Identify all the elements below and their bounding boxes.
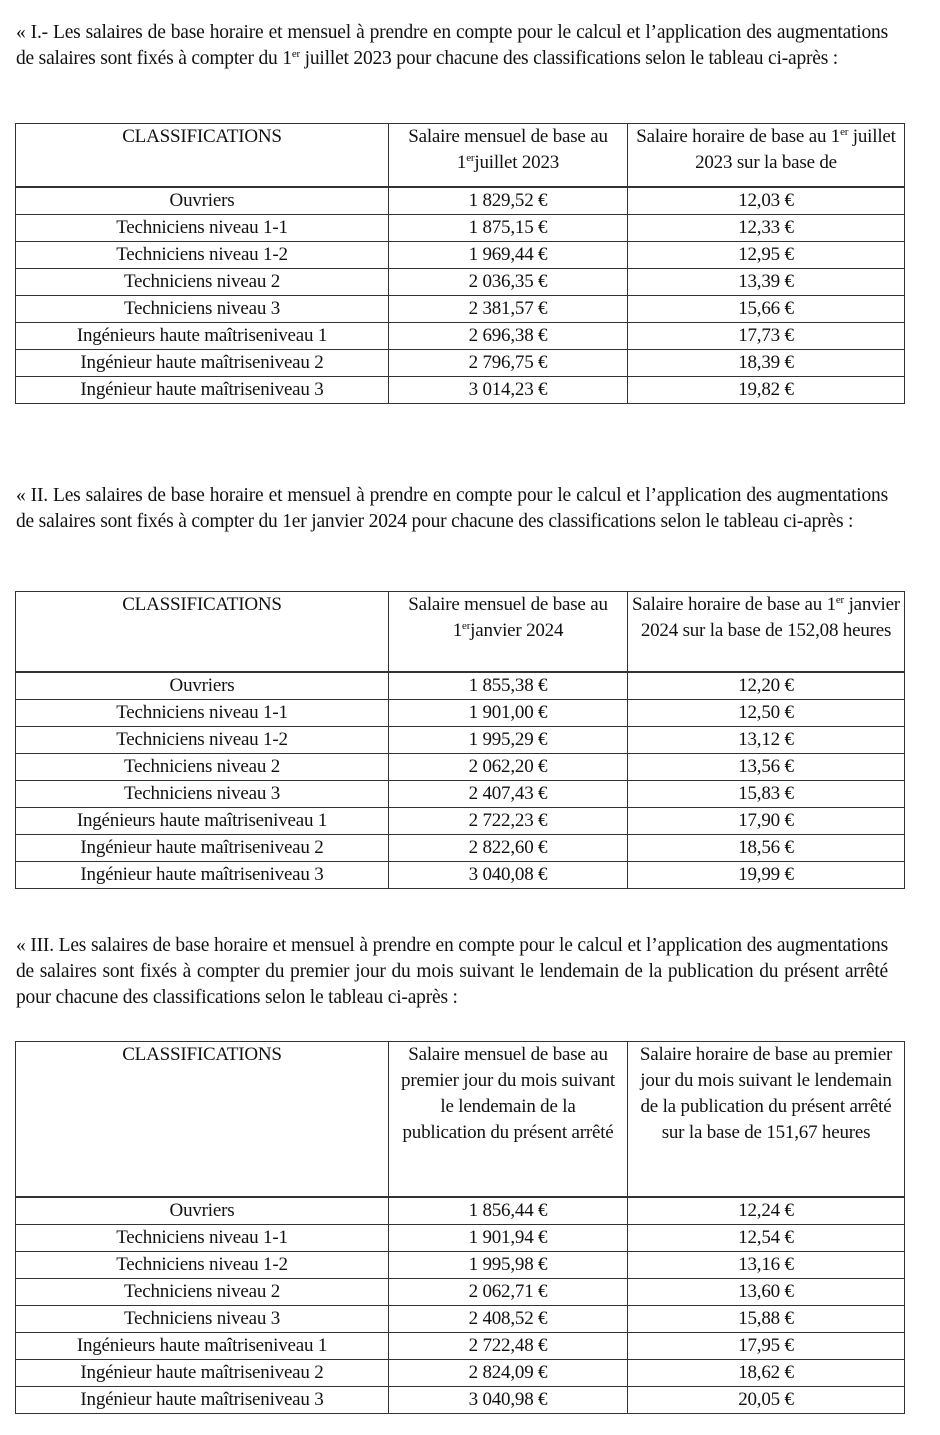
horaire-cell: 17,90 € [628, 807, 905, 834]
table-row [16, 1386, 905, 1413]
mensuel-cell: 1 969,44 € [389, 241, 628, 268]
classification-cell: Ingénieur haute maîtriseniveau 2 [16, 349, 389, 376]
classification-cell: Techniciens niveau 2 [16, 268, 389, 295]
header-salaire-mensuel [389, 1042, 628, 1197]
table-row [16, 807, 905, 834]
mensuel-cell: 1 856,44 € [389, 1197, 628, 1225]
header-text: Salaire horaire de base au 1 [636, 126, 841, 147]
classification-cell: Techniciens niveau 1-1 [16, 699, 389, 726]
header-salaire-horaire [628, 1042, 905, 1197]
classification-cell: Ingénieurs haute maîtriseniveau 1 [16, 1332, 389, 1359]
mensuel-cell: 1 901,94 € [389, 1224, 628, 1251]
header-text: janvier 2024 sur la base de 152,08 heures [640, 594, 900, 641]
classification-cell: Techniciens niveau 1-2 [16, 241, 389, 268]
mensuel-cell: 3 014,23 € [389, 376, 628, 403]
table-row [16, 295, 905, 322]
mensuel-cell: 2 822,60 € [389, 834, 628, 861]
classification-cell: Techniciens niveau 3 [16, 295, 389, 322]
table-row [16, 1305, 905, 1332]
mensuel-cell: 1 901,00 € [389, 699, 628, 726]
header-text: janvier 2024 [470, 620, 564, 641]
classification-cell: Techniciens niveau 3 [16, 780, 389, 807]
classification-cell: Techniciens niveau 1-1 [16, 214, 389, 241]
header-text: juillet 2023 [474, 152, 560, 173]
mensuel-cell: 2 407,43 € [389, 780, 628, 807]
mensuel-cell: 2 408,52 € [389, 1305, 628, 1332]
horaire-cell: 18,39 € [628, 349, 905, 376]
table-row [16, 672, 905, 700]
horaire-cell: 12,24 € [628, 1197, 905, 1225]
header-salaire-mensuel [389, 124, 628, 187]
salary-table-1 [15, 123, 905, 404]
table-row [16, 187, 905, 215]
classification-cell: Ingénieur haute maîtriseniveau 2 [16, 1359, 389, 1386]
horaire-cell: 15,83 € [628, 780, 905, 807]
table-row [16, 780, 905, 807]
table-row [16, 861, 905, 888]
classification-cell: Ouvriers [16, 672, 389, 700]
header-text: Salaire mensuel de base au premier jour du mois suivant le lendemain de la publication du présent arrêté [401, 1044, 615, 1143]
horaire-cell: 13,39 € [628, 268, 905, 295]
header-text: Salaire mensuel de base au 1 [408, 126, 608, 173]
classification-cell: Ingénieur haute maîtriseniveau 3 [16, 861, 389, 888]
horaire-cell: 15,66 € [628, 295, 905, 322]
table-row [16, 241, 905, 268]
table-row [16, 1251, 905, 1278]
table-row [16, 322, 905, 349]
header-text: juillet 2023 sur la base de [695, 126, 896, 173]
header-classifications: CLASSIFICATIONS [16, 124, 389, 187]
intro-text: juillet 2023 pour chacune des classifications selon le tableau ci-après : [299, 48, 839, 69]
classification-cell: Techniciens niveau 2 [16, 753, 389, 780]
table-row [16, 349, 905, 376]
mensuel-cell: 2 796,75 € [389, 349, 628, 376]
header-classifications: CLASSIFICATIONS [16, 592, 389, 672]
horaire-cell: 17,95 € [628, 1332, 905, 1359]
table-row [16, 1197, 905, 1225]
superscript: er [835, 594, 845, 606]
mensuel-cell: 2 381,57 € [389, 295, 628, 322]
table-row [16, 268, 905, 295]
superscript: er [291, 48, 300, 60]
horaire-cell: 19,99 € [628, 861, 905, 888]
mensuel-cell: 1 855,38 € [389, 672, 628, 700]
horaire-cell: 18,62 € [628, 1359, 905, 1386]
intro-text: « I.- Les salaires de base horaire et mensuel à prendre en compte pour le calcul et l’application des augmentations de salaires sont fixés à compter du 1 [16, 22, 888, 69]
header-classifications: CLASSIFICATIONS [16, 1042, 389, 1197]
classification-cell: Techniciens niveau 3 [16, 1305, 389, 1332]
horaire-cell: 13,12 € [628, 726, 905, 753]
classification-cell: Techniciens niveau 1-2 [16, 726, 389, 753]
horaire-cell: 13,60 € [628, 1278, 905, 1305]
header-salaire-horaire [628, 124, 905, 187]
header-salaire-horaire [628, 592, 905, 672]
table-row [16, 834, 905, 861]
mensuel-cell: 2 062,71 € [389, 1278, 628, 1305]
horaire-cell: 12,54 € [628, 1224, 905, 1251]
mensuel-cell: 1 995,98 € [389, 1251, 628, 1278]
header-text: Salaire horaire de base au 1 [632, 594, 836, 615]
table-row [16, 214, 905, 241]
header-salaire-mensuel [389, 592, 628, 672]
superscript: er [840, 126, 849, 138]
table-row [16, 1359, 905, 1386]
classification-cell: Techniciens niveau 1-2 [16, 1251, 389, 1278]
table-row [16, 1332, 905, 1359]
classification-cell: Ouvriers [16, 1197, 389, 1225]
mensuel-cell: 3 040,98 € [389, 1386, 628, 1413]
horaire-cell: 15,88 € [628, 1305, 905, 1332]
classification-cell: Techniciens niveau 2 [16, 1278, 389, 1305]
section-3-intro [16, 933, 888, 1011]
mensuel-cell: 1 875,15 € [389, 214, 628, 241]
mensuel-cell: 3 040,08 € [389, 861, 628, 888]
intro-text: « III. Les salaires de base horaire et mensuel à prendre en compte pour le calcul et l’application des augmentations de salaires sont fixés à compter du premier jour du mois suivant le lendemain de la publication du présent arrêté pour chacune des classifications selon le tableau ci-après : [16, 935, 888, 1008]
header-text: Salaire horaire de base au premier jour du mois suivant le lendemain de la publication du présent arrêté sur la base de 151,67 heures [639, 1044, 893, 1143]
mensuel-cell: 2 696,38 € [389, 322, 628, 349]
classification-cell: Ingénieur haute maîtriseniveau 3 [16, 1386, 389, 1413]
superscript: er [466, 152, 475, 164]
mensuel-cell: 2 036,35 € [389, 268, 628, 295]
mensuel-cell: 2 062,20 € [389, 753, 628, 780]
mensuel-cell: 2 722,48 € [389, 1332, 628, 1359]
superscript: er [462, 620, 471, 632]
section-1-intro [16, 20, 888, 72]
header-text: Salaire mensuel de base au 1 [408, 594, 608, 641]
mensuel-cell: 1 995,29 € [389, 726, 628, 753]
table-row [16, 376, 905, 403]
horaire-cell: 17,73 € [628, 322, 905, 349]
table-row [16, 699, 905, 726]
horaire-cell: 12,95 € [628, 241, 905, 268]
salary-table-2 [15, 591, 905, 889]
horaire-cell: 12,03 € [628, 187, 905, 215]
table-row [16, 1278, 905, 1305]
horaire-cell: 12,20 € [628, 672, 905, 700]
classification-cell: Ingénieur haute maîtriseniveau 3 [16, 376, 389, 403]
salary-table-3 [15, 1041, 905, 1414]
section-2-intro [16, 483, 888, 535]
intro-text: « II. Les salaires de base horaire et mensuel à prendre en compte pour le calcul et l’application des augmentations de salaires sont fixés à compter du 1er janvier 2024 pour chacune des classifications selon le tableau ci-après : [16, 485, 888, 532]
mensuel-cell: 2 722,23 € [389, 807, 628, 834]
horaire-cell: 12,33 € [628, 214, 905, 241]
horaire-cell: 13,16 € [628, 1251, 905, 1278]
mensuel-cell: 2 824,09 € [389, 1359, 628, 1386]
horaire-cell: 13,56 € [628, 753, 905, 780]
mensuel-cell: 1 829,52 € [389, 187, 628, 215]
table-row [16, 753, 905, 780]
classification-cell: Techniciens niveau 1-1 [16, 1224, 389, 1251]
horaire-cell: 19,82 € [628, 376, 905, 403]
table-row [16, 1224, 905, 1251]
horaire-cell: 20,05 € [628, 1386, 905, 1413]
classification-cell: Ingénieurs haute maîtriseniveau 1 [16, 322, 389, 349]
table-row [16, 726, 905, 753]
classification-cell: Ouvriers [16, 187, 389, 215]
classification-cell: Ingénieurs haute maîtriseniveau 1 [16, 807, 389, 834]
horaire-cell: 18,56 € [628, 834, 905, 861]
horaire-cell: 12,50 € [628, 699, 905, 726]
classification-cell: Ingénieur haute maîtriseniveau 2 [16, 834, 389, 861]
